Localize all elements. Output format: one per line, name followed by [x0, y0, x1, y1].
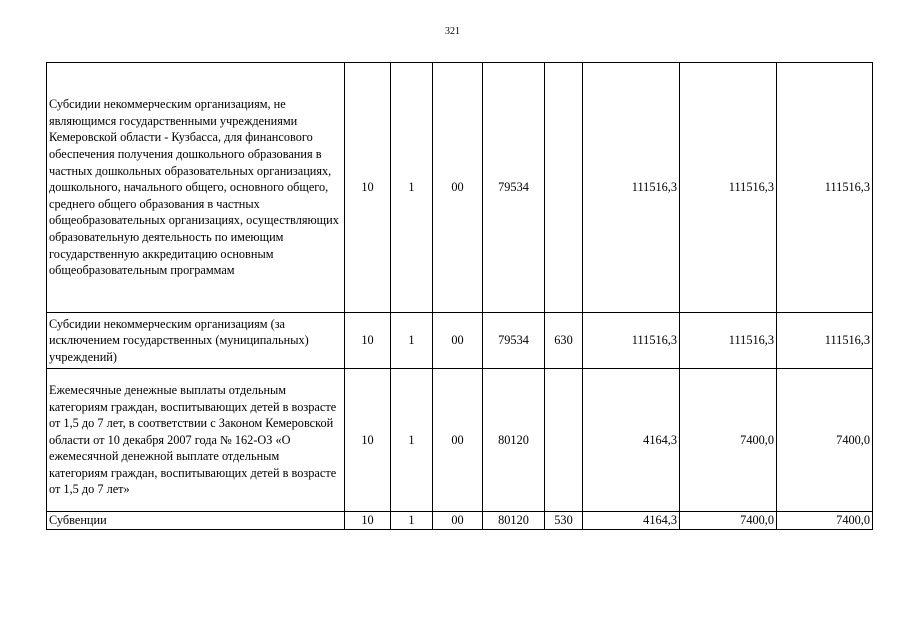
table-row	[47, 512, 873, 530]
section-cell: 10	[345, 63, 391, 313]
section-cell: 10	[345, 313, 391, 369]
program-cell: 1	[391, 63, 433, 313]
program-cell: 1	[391, 313, 433, 369]
budget-table	[46, 62, 873, 530]
table-row	[47, 369, 873, 512]
amount-2-cell: 7400,0	[680, 369, 777, 512]
expense-type-cell: 630	[545, 313, 583, 369]
row-name-cell: Ежемесячные денежные выплаты отдельным категориям граждан, воспитывающих детей в возрасте от 1,5 до 7 лет, в соответствии с Законом Кемеровской области от 10 декабря 2007 года № 162-ОЗ «О ежемесячной денежной выплате отдельным категориям граждан, воспитывающих детей в возрасте от 1,5 до 7 лет»	[47, 369, 345, 512]
direction-cell: 79534	[483, 313, 545, 369]
direction-cell: 80120	[483, 369, 545, 512]
subprogram-cell: 00	[433, 313, 483, 369]
program-cell: 1	[391, 369, 433, 512]
expense-type-cell	[545, 369, 583, 512]
row-name-cell: Субсидии некоммерческим организациям (за исключением государственных (муниципальных) учреждений)	[47, 313, 345, 369]
amount-1-cell: 111516,3	[583, 63, 680, 313]
page-number: 321	[445, 26, 460, 37]
row-name-cell: Субсидии некоммерческим организациям, не являющимся государственными учреждениями Кемеровской области - Кузбасса, для финансового обеспечения получения дошкольного образования в частных дошкольных образовательных организациях, дошкольного, начального общего, основного общего, среднего общего образования в частных общеобразовательных организациях, осуществляющих образовательную деятельность по имеющим государственную аккредитацию основным общеобразовательным программам	[47, 63, 345, 313]
amount-2-cell: 7400,0	[680, 512, 777, 530]
subprogram-cell: 00	[433, 369, 483, 512]
amount-2-cell: 111516,3	[680, 313, 777, 369]
expense-type-cell: 530	[545, 512, 583, 530]
row-name-cell: Субвенции	[47, 512, 345, 530]
amount-3-cell: 7400,0	[777, 512, 873, 530]
section-cell: 10	[345, 369, 391, 512]
amount-1-cell: 111516,3	[583, 313, 680, 369]
amount-2-cell: 111516,3	[680, 63, 777, 313]
subprogram-cell: 00	[433, 512, 483, 530]
amount-3-cell: 111516,3	[777, 313, 873, 369]
direction-cell: 80120	[483, 512, 545, 530]
amount-3-cell: 111516,3	[777, 63, 873, 313]
direction-cell: 79534	[483, 63, 545, 313]
program-cell: 1	[391, 512, 433, 530]
expense-type-cell	[545, 63, 583, 313]
table-row	[47, 63, 873, 313]
amount-1-cell: 4164,3	[583, 512, 680, 530]
amount-1-cell: 4164,3	[583, 369, 680, 512]
amount-3-cell: 7400,0	[777, 369, 873, 512]
subprogram-cell: 00	[433, 63, 483, 313]
section-cell: 10	[345, 512, 391, 530]
table-row	[47, 313, 873, 369]
